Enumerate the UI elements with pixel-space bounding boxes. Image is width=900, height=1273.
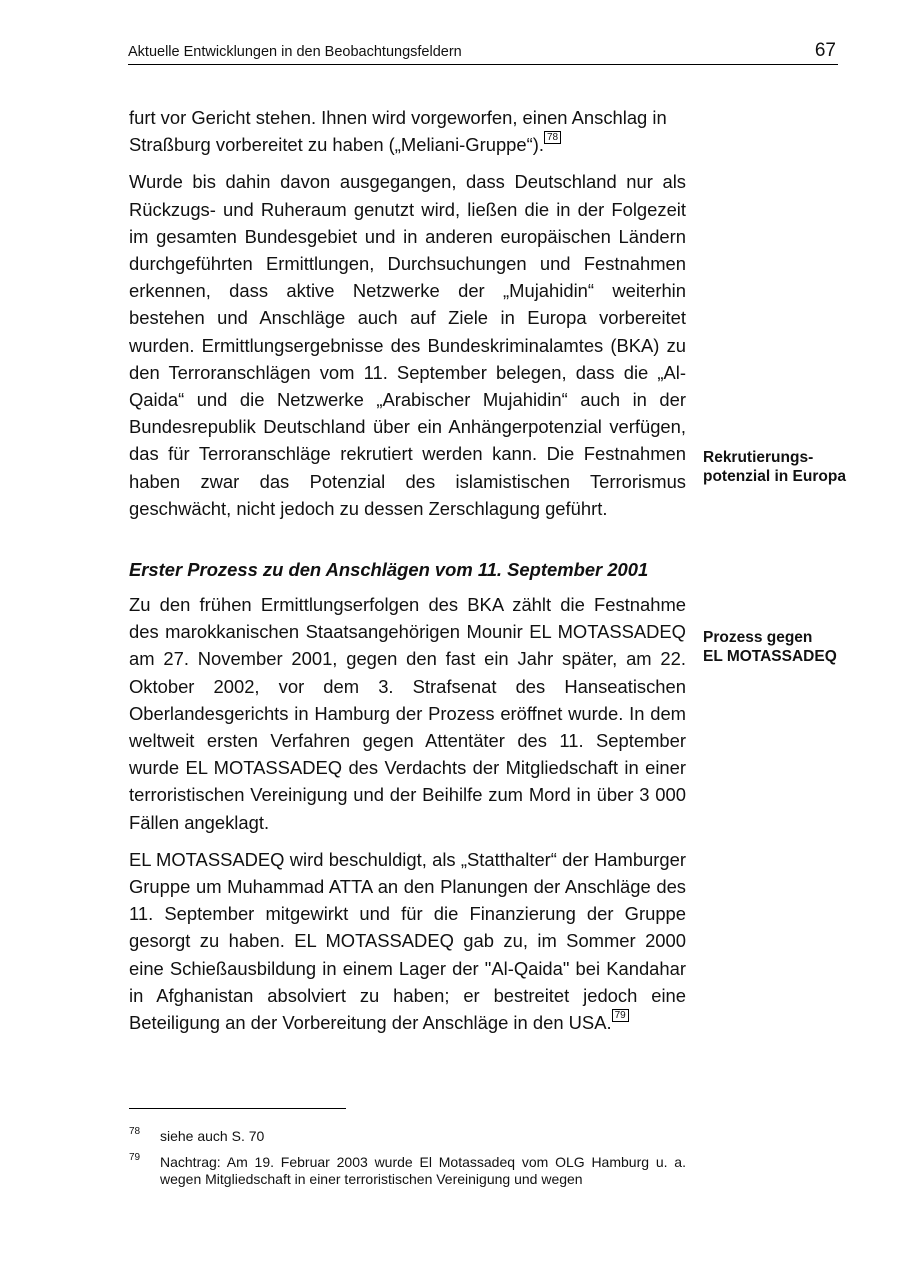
footnote-number: 79 xyxy=(129,1152,141,1163)
footnote-78 xyxy=(129,1128,686,1145)
page-header xyxy=(128,40,838,65)
footnote-ref-79[interactable]: 79 xyxy=(612,1009,629,1022)
margin-note-recruitment: Rekrutierungs- potenzial in Europa xyxy=(703,449,846,485)
running-title: Aktuelle Entwicklungen in den Beobachtungsfeldern xyxy=(128,44,462,60)
paragraph-1-text: furt vor Gericht stehen. Ihnen wird vorgeworfen, einen Anschlag in Straßburg vorbereitet zu haben („Meliani-Gruppe“). xyxy=(129,107,667,156)
paragraph-3: Zu den frühen Ermittlungserfolgen des BKA zählt die Festnahme des marokkanischen Staatsangehörigen Mounir EL MOTASSADEQ am 27. November 2001, gegen den fast ein Jahr später, am 22. Oktober 2002, vor dem 3. Strafsenat des Hanseatischen Oberlandesgerichts in Hamburg der Prozess eröffnet wurde. In dem weltweit ersten Verfahren gegen Attentäter des 11. September wurde EL MOTASSADEQ des Verdachts der Mitgliedschaft in einer terroristischen Vereinigung und der Beihilfe zum Mord in über 3 000 Fällen angeklagt. xyxy=(129,594,686,833)
footnote-79 xyxy=(129,1154,686,1188)
footnote-text: siehe auch S. 70 xyxy=(160,1128,265,1144)
section-heading: Erster Prozess zu den Anschlägen vom 11. September 2001 xyxy=(129,559,649,581)
page-number: 67 xyxy=(814,40,836,61)
footnote-divider xyxy=(129,1108,346,1109)
footnote-text: Nachtrag: Am 19. Februar 2003 wurde El Motassadeq vom OLG Hamburg u. a. wegen Mitgliedschaft in einer terroristischen Vereinigung und wegen xyxy=(160,1154,686,1187)
paragraph-4 xyxy=(129,846,686,1036)
main-text xyxy=(129,104,686,1046)
margin-note-trial: Prozess gegen EL MOTASSADEQ xyxy=(703,629,837,665)
paragraph-1 xyxy=(129,104,686,158)
footnote-number: 78 xyxy=(129,1126,141,1137)
paragraph-4-text: EL MOTASSADEQ wird beschuldigt, als „Statthalter“ der Hamburger Gruppe um Muhammad ATTA an den Planungen der Anschläge des 11. September mitgewirkt und für die Finanzierung der Gruppe gesorgt zu haben. EL MOTASSADEQ gab zu, im Sommer 2000 eine Schießausbildung in einem Lager der "Al-Qaida" bei Kandahar in Afghanistan absolviert zu haben; er bestreitet jedoch eine Beteiligung an der Vorbereitung der Anschläge in den USA. xyxy=(129,848,686,1034)
footnote-ref-78[interactable]: 78 xyxy=(544,131,561,144)
paragraph-2: Wurde bis dahin davon ausgegangen, dass Deutschland nur als Rückzugs- und Ruheraum genutzt wird, ließen die in der Folgezeit im gesamten Bundesgebiet und in anderen europäischen Ländern durchgeführten Ermittlungen, Durchsuchungen und Festnahmen erkennen, dass aktive Netzwerke der „Mujahidin“ weiterhin bestehen und Anschläge auch auf Ziele in Europa vorbereitet wurden. Ermittlungsergebnisse des Bundeskriminalamtes (BKA) zu den Terroranschlägen vom 11. September belegen, dass die „Al-Qaida“ und die Netzwerke „Arabischer Mujahidin“ auch in der Bundesrepublik Deutschland über ein Anhängerpotenzial verfügen, das für Terroranschläge rekrutiert werden kann. Die Festnahmen haben zwar das Potenzial des islamistischen Terrorismus geschwächt, nicht jedoch zu dessen Zerschlagung geführt. xyxy=(129,171,686,519)
